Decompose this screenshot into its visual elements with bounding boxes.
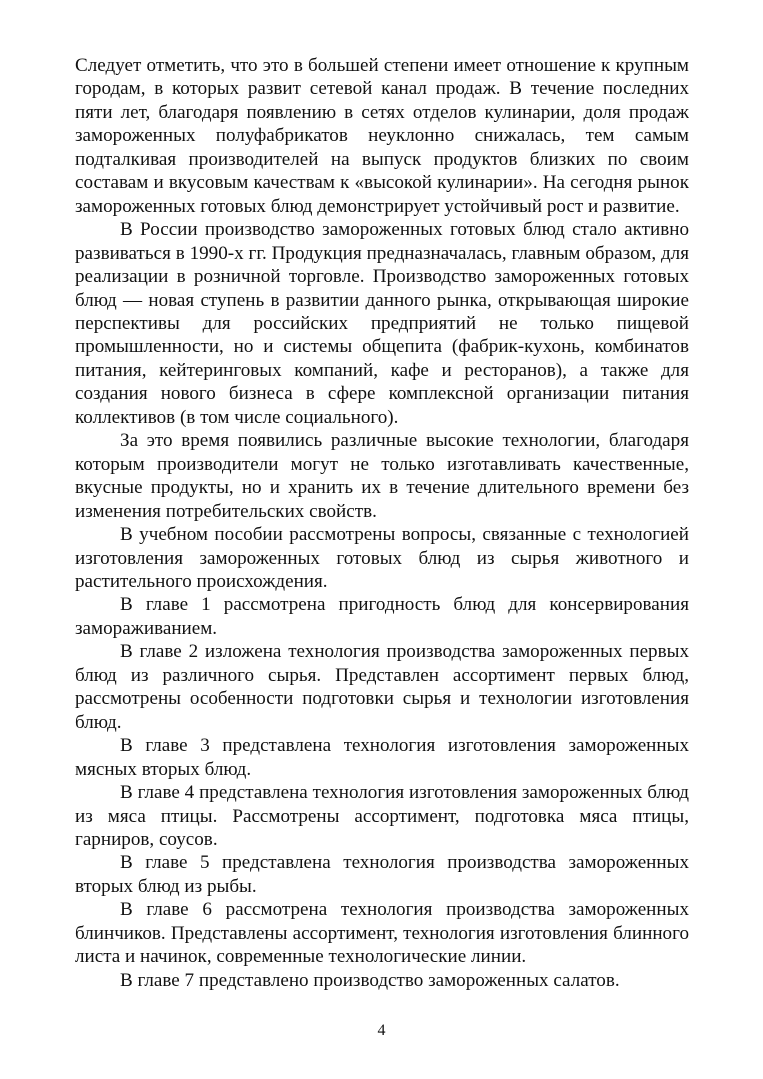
paragraph-chapter-1: В главе 1 рассмотрена пригодность блюд для консервирования замораживанием. <box>75 594 689 639</box>
paragraph-chapter-2: В главе 2 изложена технология производства замороженных первых блюд из различного сырья. Представлен ассортимент первых блюд, рассмотрены особенности подготовки сырья и технологии изготовления блюд. <box>75 641 689 733</box>
paragraph-chapter-7: В главе 7 представлено производство замороженных салатов. <box>120 969 620 991</box>
paragraph-1: Следует отметить, что это в большей степени имеет отношение к крупным городам, в которых развит сетевой канал продаж. В течение последних пяти лет, благодаря появлению в сетях отделов кулинарии, доля продаж замороженных полуфабрикатов неуклонно снижалась, тем самым подталкивая производителей на выпуск продуктов близких по своим составам и вкусовым качествам к «высокой кулинарии». На сегодня рынок замороженных готовых блюд демонстрирует устойчивый рост и развитие. <box>75 55 689 217</box>
paragraph-2: В России производство замороженных готовых блюд стало активно развиваться в 1990-х гг. Продукция предназначалась, главным образом, для реализации в розничной торговле. Производство замороженных готовых блюд — новая ступень в развитии данного рынка, открывающая широкие перспективы для российских предприятий не только пищевой промышленности, но и системы общепита (фабрик-кухонь, комбинатов питания, кейтеринговых компаний, кафе и ресторанов), а также для создания нового бизнеса в сфере комплексной организации питания коллективов (в том числе социального). <box>75 219 689 428</box>
page-number: 4 <box>377 1022 386 1039</box>
page-body <box>75 54 689 992</box>
paragraph-4: В учебном пособии рассмотрены вопросы, связанные с технологией изготовления замороженных готовых блюд из сырья животного и растительного происхождения. <box>75 524 689 592</box>
paragraph-chapter-3: В главе 3 представлена технология изготовления замороженных мясных вторых блюд. <box>75 735 689 780</box>
paragraph-chapter-6: В главе 6 рассмотрена технология производства замороженных блинчиков. Представлены ассортимент, технология изготовления блинного листа и начинок, современные технологические линии. <box>75 899 689 968</box>
paragraph-chapter-5: В главе 5 представлена технология производства замороженных вторых блюд из рыбы. <box>75 852 689 897</box>
paragraph-3: За это время появились различные высокие технологии, благодаря которым производители могут не только изготавливать качественные, вкусные продукты, но и хранить их в течение длительного времени без изменения потребительских свойств. <box>75 430 689 522</box>
paragraph-chapter-4: В главе 4 представлена технология изготовления замороженных блюд из мяса птицы. Рассмотрены ассортимент, подготовка мяса птицы, гарниров, соусов. <box>75 782 689 850</box>
